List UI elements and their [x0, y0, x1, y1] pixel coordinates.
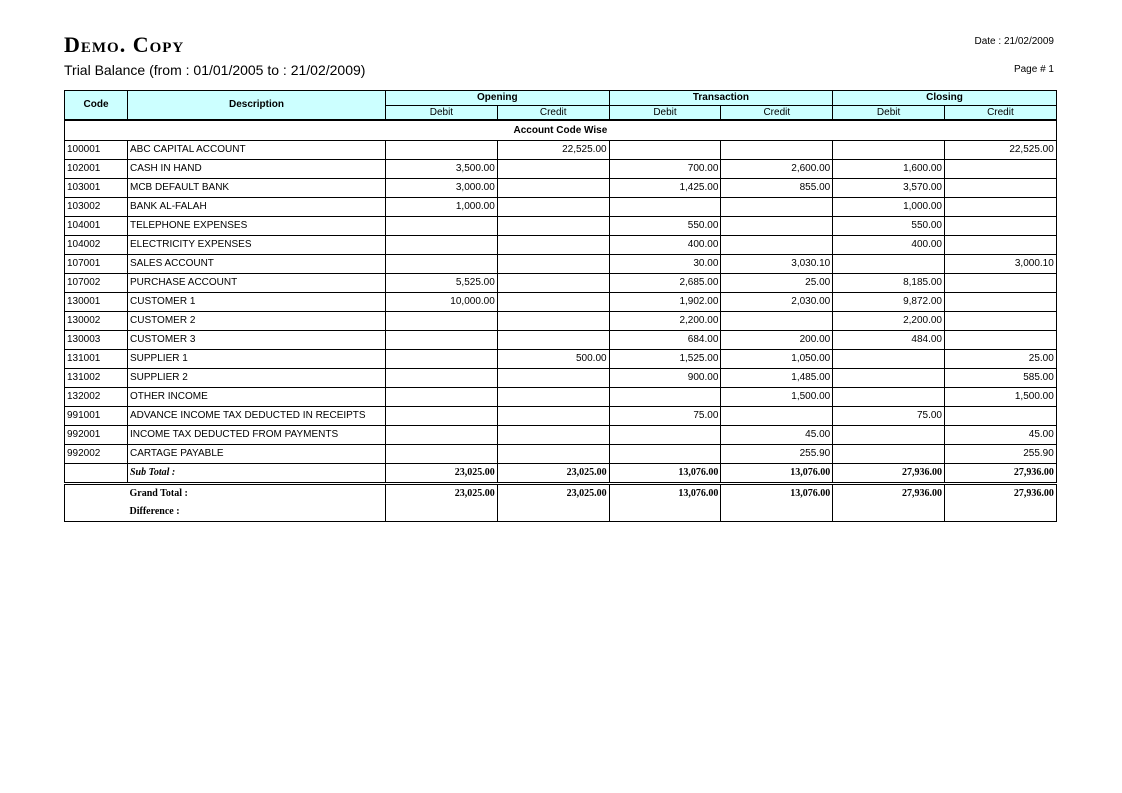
- cell-closing-debit: 550.00: [833, 217, 945, 236]
- cell-description: ADVANCE INCOME TAX DEDUCTED IN RECEIPTS: [128, 407, 386, 426]
- cell-opening-debit: [386, 312, 498, 331]
- difference-label: Difference :: [129, 506, 180, 517]
- cell-closing-credit: 1,500.00: [945, 388, 1057, 407]
- company-name: Demo. Copy: [64, 32, 185, 57]
- cell-closing-credit: [945, 274, 1057, 293]
- cell-closing-debit: 9,872.00: [833, 293, 945, 312]
- cell-opening-debit: [386, 407, 498, 426]
- table-row: [65, 255, 1057, 274]
- table-row: [65, 141, 1057, 160]
- grand-transaction-credit: 13,076.00: [721, 484, 833, 522]
- cell-closing-debit: [833, 255, 945, 274]
- page-number: Page # 1: [1013, 64, 1054, 75]
- cell-closing-debit: 75.00: [833, 407, 945, 426]
- grand-total-code: [65, 484, 128, 522]
- cell-opening-debit: [386, 255, 498, 274]
- cell-transaction-debit: 684.00: [609, 331, 721, 350]
- cell-opening-credit: [497, 388, 609, 407]
- section-title: Account Code Wise: [65, 120, 1057, 141]
- header-opening-debit: Debit: [386, 106, 498, 121]
- header-code: Code: [65, 91, 128, 121]
- cell-closing-debit: [833, 388, 945, 407]
- cell-transaction-credit: [721, 236, 833, 255]
- cell-closing-credit: 585.00: [945, 369, 1057, 388]
- cell-closing-debit: [833, 350, 945, 369]
- table-row: [65, 198, 1057, 217]
- cell-closing-debit: 2,200.00: [833, 312, 945, 331]
- cell-opening-debit: [386, 426, 498, 445]
- cell-transaction-debit: [609, 426, 721, 445]
- cell-description: ELECTRICITY EXPENSES: [128, 236, 386, 255]
- table-row: [65, 217, 1057, 236]
- table-row: [65, 160, 1057, 179]
- table-row: [65, 407, 1057, 426]
- cell-description: PURCHASE ACCOUNT: [128, 274, 386, 293]
- cell-opening-credit: [497, 179, 609, 198]
- cell-closing-credit: [945, 179, 1057, 198]
- cell-opening-debit: 5,525.00: [386, 274, 498, 293]
- report-title: Trial Balance (from : 01/01/2005 to : 21/02/2009): [64, 62, 366, 78]
- cell-closing-debit: [833, 369, 945, 388]
- cell-closing-debit: 1,000.00: [833, 198, 945, 217]
- cell-closing-debit: 3,570.00: [833, 179, 945, 198]
- cell-description: SALES ACCOUNT: [128, 255, 386, 274]
- cell-description: CASH IN HAND: [128, 160, 386, 179]
- cell-opening-credit: [497, 407, 609, 426]
- table-row: [65, 445, 1057, 464]
- grand-closing-credit: 27,936.00: [945, 484, 1057, 522]
- cell-closing-credit: [945, 407, 1057, 426]
- cell-transaction-credit: 200.00: [721, 331, 833, 350]
- cell-transaction-credit: 2,600.00: [721, 160, 833, 179]
- cell-closing-credit: [945, 293, 1057, 312]
- cell-opening-debit: [386, 445, 498, 464]
- cell-opening-debit: 1,000.00: [386, 198, 498, 217]
- cell-description: SUPPLIER 2: [128, 369, 386, 388]
- header-closing: Closing: [833, 91, 1057, 106]
- cell-opening-debit: 10,000.00: [386, 293, 498, 312]
- cell-code: 104002: [65, 236, 128, 255]
- header-opening: Opening: [386, 91, 610, 106]
- cell-closing-credit: 255.90: [945, 445, 1057, 464]
- cell-opening-credit: 22,525.00: [497, 141, 609, 160]
- table-row: [65, 312, 1057, 331]
- cell-code: 130002: [65, 312, 128, 331]
- cell-code: 992002: [65, 445, 128, 464]
- cell-description: CUSTOMER 1: [128, 293, 386, 312]
- cell-description: OTHER INCOME: [128, 388, 386, 407]
- cell-closing-credit: 25.00: [945, 350, 1057, 369]
- cell-opening-debit: 3,000.00: [386, 179, 498, 198]
- cell-code: 103002: [65, 198, 128, 217]
- cell-closing-credit: [945, 198, 1057, 217]
- cell-opening-credit: [497, 331, 609, 350]
- cell-transaction-credit: [721, 312, 833, 331]
- cell-transaction-debit: 1,525.00: [609, 350, 721, 369]
- cell-code: 130001: [65, 293, 128, 312]
- header-closing-credit: Credit: [945, 106, 1057, 121]
- cell-closing-debit: 8,185.00: [833, 274, 945, 293]
- cell-opening-debit: [386, 388, 498, 407]
- cell-transaction-debit: 1,425.00: [609, 179, 721, 198]
- cell-opening-credit: [497, 369, 609, 388]
- cell-closing-debit: 400.00: [833, 236, 945, 255]
- cell-code: 991001: [65, 407, 128, 426]
- cell-closing-credit: 45.00: [945, 426, 1057, 445]
- cell-closing-credit: [945, 160, 1057, 179]
- subtotal-label: Sub Total :: [128, 464, 386, 484]
- cell-description: MCB DEFAULT BANK: [128, 179, 386, 198]
- cell-transaction-debit: 700.00: [609, 160, 721, 179]
- cell-code: 100001: [65, 141, 128, 160]
- header-transaction-debit: Debit: [609, 106, 721, 121]
- cell-description: INCOME TAX DEDUCTED FROM PAYMENTS: [128, 426, 386, 445]
- grand-total-labels: [128, 484, 386, 522]
- cell-transaction-credit: 255.90: [721, 445, 833, 464]
- cell-opening-credit: [497, 293, 609, 312]
- cell-opening-credit: [497, 217, 609, 236]
- trial-balance-table: [64, 90, 1057, 522]
- grand-total-row: [65, 484, 1057, 522]
- cell-opening-debit: [386, 350, 498, 369]
- cell-code: 107001: [65, 255, 128, 274]
- cell-transaction-credit: 1,050.00: [721, 350, 833, 369]
- cell-description: ABC CAPITAL ACCOUNT: [128, 141, 386, 160]
- subtotal-row: [65, 464, 1057, 484]
- cell-opening-debit: [386, 369, 498, 388]
- cell-transaction-debit: [609, 388, 721, 407]
- grand-opening-credit: 23,025.00: [497, 484, 609, 522]
- subtotal-opening-debit: 23,025.00: [386, 464, 498, 484]
- cell-transaction-debit: 30.00: [609, 255, 721, 274]
- cell-description: SUPPLIER 1: [128, 350, 386, 369]
- cell-code: 107002: [65, 274, 128, 293]
- cell-transaction-credit: 1,500.00: [721, 388, 833, 407]
- table-row: [65, 388, 1057, 407]
- cell-transaction-credit: 855.00: [721, 179, 833, 198]
- cell-code: 104001: [65, 217, 128, 236]
- cell-transaction-debit: [609, 141, 721, 160]
- cell-closing-credit: 3,000.10: [945, 255, 1057, 274]
- cell-description: CUSTOMER 2: [128, 312, 386, 331]
- cell-code: 131002: [65, 369, 128, 388]
- report-date: Date : 21/02/2009: [974, 36, 1054, 47]
- cell-closing-debit: 1,600.00: [833, 160, 945, 179]
- cell-transaction-debit: 1,902.00: [609, 293, 721, 312]
- cell-transaction-debit: 900.00: [609, 369, 721, 388]
- cell-closing-debit: 484.00: [833, 331, 945, 350]
- cell-transaction-credit: [721, 141, 833, 160]
- cell-transaction-debit: 400.00: [609, 236, 721, 255]
- grand-closing-debit: 27,936.00: [833, 484, 945, 522]
- cell-code: 132002: [65, 388, 128, 407]
- header-transaction: Transaction: [609, 91, 833, 106]
- cell-closing-credit: [945, 236, 1057, 255]
- cell-transaction-credit: 1,485.00: [721, 369, 833, 388]
- cell-code: 103001: [65, 179, 128, 198]
- subtotal-transaction-credit: 13,076.00: [721, 464, 833, 484]
- grand-transaction-debit: 13,076.00: [609, 484, 721, 522]
- cell-transaction-credit: [721, 198, 833, 217]
- table-row: [65, 426, 1057, 445]
- subtotal-transaction-debit: 13,076.00: [609, 464, 721, 484]
- cell-transaction-debit: [609, 445, 721, 464]
- cell-closing-credit: [945, 331, 1057, 350]
- cell-transaction-credit: 25.00: [721, 274, 833, 293]
- cell-opening-credit: [497, 312, 609, 331]
- cell-code: 102001: [65, 160, 128, 179]
- cell-opening-credit: [497, 426, 609, 445]
- cell-description: TELEPHONE EXPENSES: [128, 217, 386, 236]
- cell-closing-credit: [945, 312, 1057, 331]
- table-row: [65, 369, 1057, 388]
- cell-opening-debit: [386, 236, 498, 255]
- cell-opening-credit: 500.00: [497, 350, 609, 369]
- subtotal-code: [65, 464, 128, 484]
- cell-transaction-debit: [609, 198, 721, 217]
- subtotal-closing-credit: 27,936.00: [945, 464, 1057, 484]
- grand-opening-debit: 23,025.00: [386, 484, 498, 522]
- cell-opening-credit: [497, 236, 609, 255]
- subtotal-opening-credit: 23,025.00: [497, 464, 609, 484]
- cell-opening-credit: [497, 445, 609, 464]
- cell-code: 130003: [65, 331, 128, 350]
- cell-transaction-debit: 2,200.00: [609, 312, 721, 331]
- cell-closing-credit: 22,525.00: [945, 141, 1057, 160]
- cell-transaction-credit: 3,030.10: [721, 255, 833, 274]
- cell-opening-credit: [497, 274, 609, 293]
- cell-transaction-credit: [721, 407, 833, 426]
- cell-opening-credit: [497, 255, 609, 274]
- header-opening-credit: Credit: [497, 106, 609, 121]
- cell-description: CARTAGE PAYABLE: [128, 445, 386, 464]
- cell-closing-debit: [833, 445, 945, 464]
- table-row: [65, 331, 1057, 350]
- cell-transaction-debit: 75.00: [609, 407, 721, 426]
- cell-transaction-credit: 2,030.00: [721, 293, 833, 312]
- cell-opening-credit: [497, 160, 609, 179]
- table-row: [65, 274, 1057, 293]
- cell-transaction-debit: 550.00: [609, 217, 721, 236]
- table-row: [65, 350, 1057, 369]
- cell-transaction-credit: [721, 217, 833, 236]
- header-description: Description: [128, 91, 386, 121]
- section-row: [65, 120, 1057, 141]
- cell-opening-debit: [386, 331, 498, 350]
- cell-opening-debit: [386, 141, 498, 160]
- cell-code: 131001: [65, 350, 128, 369]
- cell-transaction-debit: 2,685.00: [609, 274, 721, 293]
- cell-transaction-credit: 45.00: [721, 426, 833, 445]
- cell-closing-debit: [833, 141, 945, 160]
- table-row: [65, 236, 1057, 255]
- header-closing-debit: Debit: [833, 106, 945, 121]
- cell-opening-debit: [386, 217, 498, 236]
- cell-closing-debit: [833, 426, 945, 445]
- table-row: [65, 293, 1057, 312]
- table-row: [65, 179, 1057, 198]
- cell-opening-credit: [497, 198, 609, 217]
- cell-opening-debit: 3,500.00: [386, 160, 498, 179]
- grand-total-label: Grand Total :: [129, 488, 188, 499]
- subtotal-closing-debit: 27,936.00: [833, 464, 945, 484]
- cell-description: CUSTOMER 3: [128, 331, 386, 350]
- cell-closing-credit: [945, 217, 1057, 236]
- cell-description: BANK AL-FALAH: [128, 198, 386, 217]
- cell-code: 992001: [65, 426, 128, 445]
- header-transaction-credit: Credit: [721, 106, 833, 121]
